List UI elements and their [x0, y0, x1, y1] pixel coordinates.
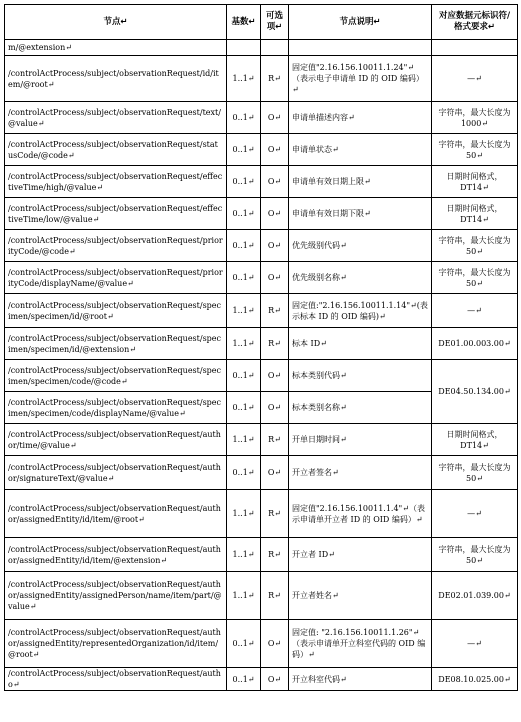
node-path: /controlActProcess/subject/observationRequest/priorityCode/@code↵ — [5, 230, 227, 262]
metadata-format: 日期时间格式，DT14↵ — [432, 198, 518, 230]
node-path: /controlActProcess/subject/observationRequest/specimen/specimen/id/@root↵ — [5, 294, 227, 328]
cardinality: 0..1↵ — [227, 456, 261, 490]
header-metadata: 对应数据元标识符/格式要求↵ — [432, 5, 518, 40]
metadata-format: —↵ — [432, 56, 518, 102]
table-row — [5, 424, 518, 456]
node-description: 固定值:"2.16.156.10011.1.14"↵(表示标本 ID 的 OID 编码)↵ — [289, 294, 432, 328]
cardinality: 0..1↵ — [227, 392, 261, 424]
cardinality: 0..1↵ — [227, 166, 261, 198]
metadata-format: DE08.10.025.00↵ — [432, 668, 518, 691]
node-description: 申请单描述内容↵ — [289, 102, 432, 134]
node-path: /controlActProcess/subject/observationRequest/statusCode/@code↵ — [5, 134, 227, 166]
metadata-format: 字符串，最大长度为 50↵ — [432, 262, 518, 294]
cardinality: 0..1↵ — [227, 668, 261, 691]
node-description: 固定值"2.16.156.10011.1.4"↵（表示申请单开立者 ID 的 OID 编码）↵ — [289, 490, 432, 538]
header-node: 节点↵ — [5, 5, 227, 40]
optional-flag: O↵ — [261, 198, 289, 230]
metadata-format: 字符串，最大长度为 1000↵ — [432, 102, 518, 134]
node-description: 标本 ID↵ — [289, 328, 432, 360]
optional-flag: O↵ — [261, 134, 289, 166]
node-description: 开立者签名↵ — [289, 456, 432, 490]
cardinality: 1..1↵ — [227, 328, 261, 360]
optional-flag: O↵ — [261, 102, 289, 134]
node-description: 开单日期时间↵ — [289, 424, 432, 456]
node-description: 固定值: "2.16.156.10011.1.26"↵（表示申请单开立科室代码的 OID 编码）↵ — [289, 620, 432, 668]
cardinality: 1..1↵ — [227, 294, 261, 328]
optional-flag — [261, 40, 289, 56]
optional-flag: R↵ — [261, 294, 289, 328]
node-description: 开立者姓名↵ — [289, 572, 432, 620]
cardinality: 1..1↵ — [227, 56, 261, 102]
cardinality: 0..1↵ — [227, 230, 261, 262]
optional-flag: O↵ — [261, 166, 289, 198]
metadata-format: 字符串，最大长度为 50↵ — [432, 134, 518, 166]
optional-flag: O↵ — [261, 262, 289, 294]
node-path: /controlActProcess/subject/observationRequest/effectiveTime/high/@value↵ — [5, 166, 227, 198]
header-optional: 可选项↵ — [261, 5, 289, 40]
node-path: /controlActProcess/subject/observationRequest/id/item/@root↵ — [5, 56, 227, 102]
node-description: 固定值"2.16.156.10011.1.24"↵（表示电子申请单 ID 的 OID 编码）↵ — [289, 56, 432, 102]
table-row — [5, 294, 518, 328]
node-description: 申请单状态↵ — [289, 134, 432, 166]
table-row — [5, 56, 518, 102]
optional-flag: R↵ — [261, 490, 289, 538]
node-path: /controlActProcess/subject/observationRequest/author/assignedEntity/id/item/@extension↵ — [5, 538, 227, 572]
node-path: /controlActProcess/subject/observationRequest/author/signatureText/@value↵ — [5, 456, 227, 490]
optional-flag: O↵ — [261, 230, 289, 262]
optional-flag: R↵ — [261, 424, 289, 456]
metadata-format: 字符串，最大长度为 50↵ — [432, 230, 518, 262]
optional-flag: R↵ — [261, 328, 289, 360]
metadata-format: 日期时间格式，DT14↵ — [432, 424, 518, 456]
metadata-format: DE02.01.039.00↵ — [432, 572, 518, 620]
table-row — [5, 230, 518, 262]
table-row — [5, 198, 518, 230]
node-path: m/@extension↵ — [5, 40, 227, 56]
optional-flag: O↵ — [261, 456, 289, 490]
table-row — [5, 456, 518, 490]
metadata-format: —↵ — [432, 620, 518, 668]
cardinality: 1..1↵ — [227, 538, 261, 572]
cardinality: 0..1↵ — [227, 134, 261, 166]
table-row — [5, 490, 518, 538]
table-row — [5, 166, 518, 198]
header-description: 节点说明↵ — [289, 5, 432, 40]
cardinality: 1..1↵ — [227, 424, 261, 456]
optional-flag: R↵ — [261, 56, 289, 102]
node-path: /controlActProcess/subject/observationRequest/author/assignedEntity/representedOrganization/id/item/@root↵ — [5, 620, 227, 668]
cardinality: 0..1↵ — [227, 102, 261, 134]
node-path: /controlActProcess/subject/observationRequest/specimen/specimen/code/@code↵ — [5, 360, 227, 392]
metadata-format: —↵ — [432, 294, 518, 328]
cardinality: 1..1↵ — [227, 572, 261, 620]
optional-flag: R↵ — [261, 538, 289, 572]
metadata-format: 字符串，最大长度为 50↵ — [432, 538, 518, 572]
node-description: 标本类别代码↵ — [289, 360, 432, 392]
node-description: 标本类别名称↵ — [289, 392, 432, 424]
node-path: /controlActProcess/subject/observationRequest/specimen/specimen/code/displayName/@value↵ — [5, 392, 227, 424]
table-row — [5, 134, 518, 166]
cardinality: 0..1↵ — [227, 198, 261, 230]
cardinality: 1..1↵ — [227, 490, 261, 538]
optional-flag: O↵ — [261, 668, 289, 691]
table-row — [5, 620, 518, 668]
table-row — [5, 328, 518, 360]
optional-flag: O↵ — [261, 392, 289, 424]
cardinality: 0..1↵ — [227, 360, 261, 392]
node-path: /controlActProcess/subject/observationRequest/text/@value↵ — [5, 102, 227, 134]
node-path: /controlActProcess/subject/observationRequest/effectiveTime/low/@value↵ — [5, 198, 227, 230]
node-path: /controlActProcess/subject/observationRequest/author/time/@value↵ — [5, 424, 227, 456]
table-row — [5, 572, 518, 620]
table-row — [5, 40, 518, 56]
metadata-format: 日期时间格式，DT14↵ — [432, 166, 518, 198]
node-path: /controlActProcess/subject/observationRequest/specimen/specimen/id/@extension↵ — [5, 328, 227, 360]
node-description: 申请单有效日期上限↵ — [289, 166, 432, 198]
metadata-format — [432, 40, 518, 56]
node-path: /controlActProcess/subject/observationRequest/autho↵ — [5, 668, 227, 691]
node-description: 优先级别代码↵ — [289, 230, 432, 262]
metadata-format: DE04.50.134.00↵ — [432, 360, 518, 424]
spec-table — [4, 4, 518, 691]
node-description: 申请单有效日期下限↵ — [289, 198, 432, 230]
header-cardinality: 基数↵ — [227, 5, 261, 40]
metadata-format: DE01.00.003.00↵ — [432, 328, 518, 360]
metadata-format: —↵ — [432, 490, 518, 538]
table-row — [5, 668, 518, 691]
table-row — [5, 538, 518, 572]
header-row — [5, 5, 518, 40]
optional-flag: O↵ — [261, 360, 289, 392]
optional-flag: O↵ — [261, 620, 289, 668]
cardinality — [227, 40, 261, 56]
table-row — [5, 262, 518, 294]
table-row — [5, 360, 518, 392]
node-description: 开立者 ID↵ — [289, 538, 432, 572]
node-path: /controlActProcess/subject/observationRequest/author/assignedEntity/assignedPerson/name/item/part/@value↵ — [5, 572, 227, 620]
node-description: 优先级别名称↵ — [289, 262, 432, 294]
node-description: 开立科室代码↵ — [289, 668, 432, 691]
metadata-format: 字符串，最大长度为 50↵ — [432, 456, 518, 490]
node-description — [289, 40, 432, 56]
node-path: /controlActProcess/subject/observationRequest/author/assignedEntity/id/item/@root↵ — [5, 490, 227, 538]
cardinality: 0..1↵ — [227, 262, 261, 294]
table-row — [5, 102, 518, 134]
cardinality: 0..1↵ — [227, 620, 261, 668]
node-path: /controlActProcess/subject/observationRequest/priorityCode/displayName/@value↵ — [5, 262, 227, 294]
optional-flag: R↵ — [261, 572, 289, 620]
